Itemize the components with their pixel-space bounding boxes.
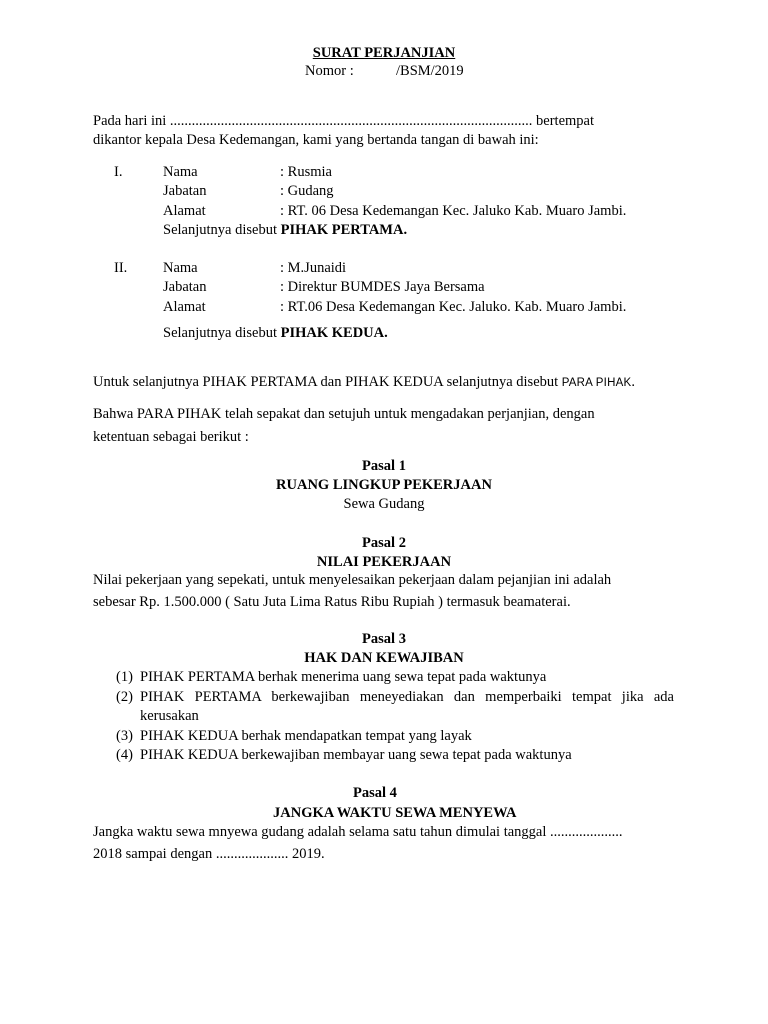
pasal2-number: Pasal 2 (362, 535, 406, 551)
document-number-value: /BSM/2019 (396, 63, 464, 79)
party1-designation-name: PIHAK PERTAMA. (280, 222, 408, 238)
party2-address-value: : RT.06 Desa Kedemangan Kec. Jaluko. Kab. Muaro Jambi. (280, 299, 627, 315)
intro-start: Pada hari ini (93, 113, 167, 129)
document-number-label: Nomor : (305, 63, 354, 79)
intro-line-1 (93, 112, 594, 130)
pasal3-item-3-number: (3) (116, 728, 133, 744)
para-pihak-term: PARA PIHAK (561, 377, 632, 389)
intro-end: bertempat (536, 113, 595, 129)
party1-name-label: Nama (163, 164, 198, 180)
pasal4-line-1: Jangka waktu sewa mnyewa gudang adalah selama satu tahun dimulai tanggal .................... (93, 824, 623, 840)
document-title: SURAT PERJANJIAN (312, 45, 456, 61)
pasal4-number: Pasal 4 (353, 785, 397, 801)
pasal3-item-2-text: PIHAK PERTAMA berkewajiban meneyediakan dan memperbaiki tempat jika ada (140, 689, 674, 705)
agreement-line-2: ketentuan sebagai berikut : (93, 429, 249, 445)
party1-position-label: Jabatan (163, 183, 207, 199)
party2-designation-prefix: Selanjutnya disebut (163, 325, 277, 341)
pasal3-item-4-number: (4) (116, 747, 133, 763)
party2-name-label: Nama (163, 260, 198, 276)
party2-numeral: II. (114, 260, 128, 276)
pasal3-title: HAK DAN KEWAJIBAN (304, 650, 464, 666)
party2-address-label: Alamat (163, 299, 206, 315)
pasal3-item-4-text: PIHAK KEDUA berkewajiban membayar uang sewa tepat pada waktunya (140, 747, 572, 763)
intro-line-2: dikantor kepala Desa Kedemangan, kami yang bertanda tangan di bawah ini: (93, 132, 539, 148)
pasal1-title: RUANG LINGKUP PEKERJAAN (276, 477, 492, 493)
pasal2-line-1: Nilai pekerjaan yang sepekati, untuk menyelesaikan pekerjaan dalam pejanjian ini adalah (93, 572, 612, 588)
party2-position-value: : Direktur BUMDES Jaya Bersama (280, 279, 485, 295)
party2-designation-name: PIHAK KEDUA. (280, 325, 388, 341)
party2-designation (163, 324, 388, 342)
pasal3-item-2-number: (2) (116, 689, 133, 705)
pasal4-line-2: 2018 sampai dengan .................... 2019. (93, 846, 325, 862)
pasal3-item-1-text: PIHAK PERTAMA berhak menerima uang sewa tepat pada waktunya (140, 669, 547, 685)
pasal1-body: Sewa Gudang (343, 496, 425, 512)
pasal3-item-3-text: PIHAK KEDUA berhak mendapatkan tempat yang layak (140, 728, 472, 744)
pasal3-number: Pasal 3 (362, 631, 406, 647)
party2-position-label: Jabatan (163, 279, 207, 295)
party1-address-label: Alamat (163, 203, 206, 219)
para-pihak-text: Untuk selanjutnya PIHAK PERTAMA dan PIHAK KEDUA selanjutnya disebut (93, 374, 559, 390)
pasal4-title: JANGKA WAKTU SEWA MENYEWA (273, 805, 517, 821)
agreement-line-1: Bahwa PARA PIHAK telah sepakat dan setujuh untuk mengadakan perjanjian, dengan (93, 406, 595, 422)
pasal3-item-2-continuation: kerusakan (140, 708, 199, 724)
party1-name-value: : Rusmia (280, 164, 332, 180)
pasal2-line-2: sebesar Rp. 1.500.000 ( Satu Juta Lima Ratus Ribu Rupiah ) termasuk beamaterai. (93, 594, 571, 610)
pasal2-title: NILAI PEKERJAAN (316, 554, 452, 570)
para-pihak-period: . (631, 374, 635, 390)
pasal1-number: Pasal 1 (362, 458, 406, 474)
para-pihak-statement (93, 373, 635, 392)
party1-address-value: : RT. 06 Desa Kedemangan Kec. Jaluko Kab. Muaro Jambi. (280, 203, 627, 219)
party1-designation-prefix: Selanjutnya disebut (163, 222, 277, 238)
pasal3-item-1-number: (1) (116, 669, 133, 685)
intro-dots: .................................................................................................... (169, 113, 533, 129)
party1-position-value: : Gudang (280, 183, 334, 199)
party1-designation (163, 221, 407, 239)
party2-name-value: : M.Junaidi (280, 260, 347, 276)
party1-numeral: I. (114, 164, 123, 180)
